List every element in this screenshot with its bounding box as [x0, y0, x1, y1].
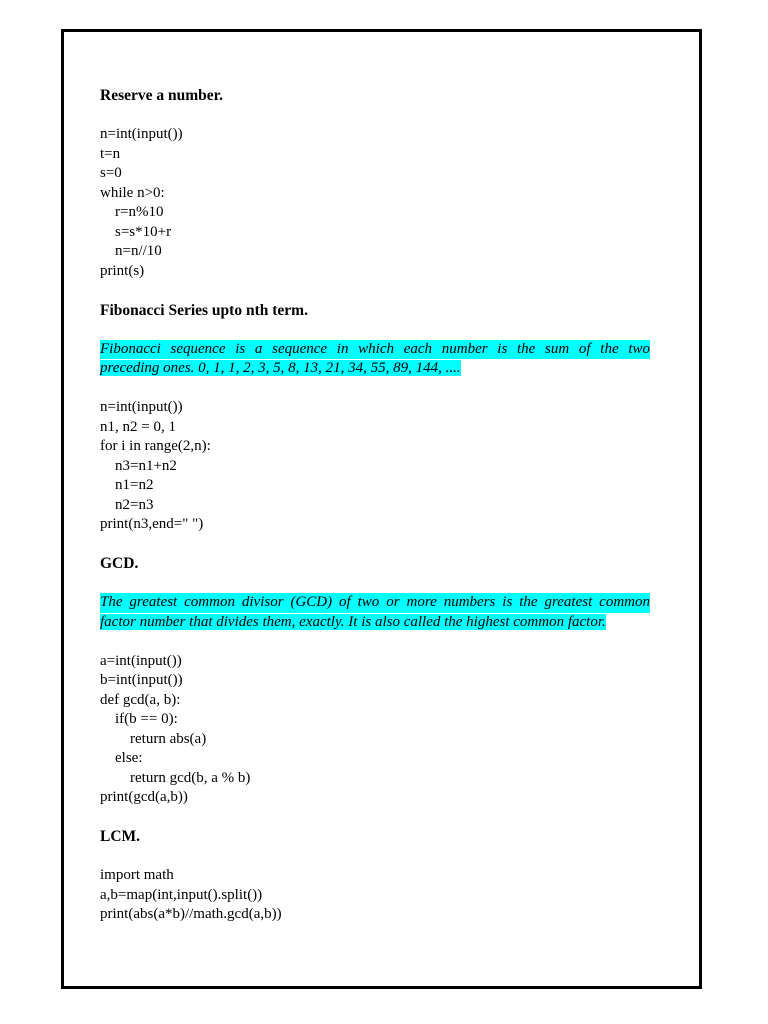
code-line: print(s) — [100, 262, 145, 279]
highlighted-text-line — [100, 593, 650, 613]
code-line: import math — [100, 867, 174, 883]
code-line: def gcd(a, b): — [100, 691, 181, 708]
spacer — [100, 632, 650, 652]
code-line: return gcd(b, a % b) — [100, 769, 251, 786]
code-block-lcm — [100, 866, 650, 925]
code-line: r=n%10 — [100, 204, 164, 220]
highlighted-text-line — [100, 613, 650, 633]
code-line: n3=n1+n2 — [100, 457, 177, 474]
code-line: while n>0: — [100, 184, 165, 201]
section-heading-lcm: LCM. — [100, 828, 141, 845]
code-line: else: — [100, 750, 143, 766]
code-line: s=0 — [100, 165, 122, 181]
fibonacci-description — [100, 340, 650, 379]
section-heading-reverse-number: Reserve a number. — [100, 87, 223, 104]
section-heading-fibonacci: Fibonacci Series upto nth term. — [100, 301, 308, 319]
code-line: n=int(input()) — [100, 399, 183, 415]
document-content — [100, 86, 650, 925]
code-line: n1=n2 — [100, 477, 154, 493]
spacer — [100, 320, 650, 340]
spacer — [100, 574, 650, 594]
code-line: print(gcd(a,b)) — [100, 789, 188, 805]
code-line: n=n//10 — [100, 243, 162, 259]
code-line: t=n — [100, 145, 121, 162]
highlighted-text-line — [100, 340, 650, 360]
code-block-gcd — [100, 652, 650, 808]
code-block-fibonacci — [100, 398, 650, 535]
spacer — [100, 379, 650, 399]
section-heading-gcd: GCD. — [100, 555, 139, 572]
code-line: if(b == 0): — [100, 711, 178, 727]
code-line: a,b=map(int,input().split()) — [100, 886, 263, 903]
spacer — [100, 106, 650, 126]
code-line: a=int(input()) — [100, 652, 182, 669]
code-line: print(n3,end=" ") — [100, 516, 204, 532]
code-line: s=s*10+r — [100, 223, 172, 240]
spacer — [100, 847, 650, 867]
highlighted-text-line — [100, 359, 650, 379]
spacer — [100, 281, 650, 301]
spacer — [100, 808, 650, 828]
highlight-text: preceding ones. 0, 1, 1, 2, 3, 5, 8, 13, 21, 34, 55, 89, 144, .... — [100, 360, 461, 376]
highlight-text: factor number that divides them, exactly. It is also called the highest common factor. — [100, 613, 606, 630]
code-line: print(abs(a*b)//math.gcd(a,b)) — [100, 906, 282, 922]
code-block-reverse-number — [100, 125, 650, 281]
spacer — [100, 535, 650, 555]
code-line: n1, n2 = 0, 1 — [100, 418, 176, 435]
highlight-text: The greatest common divisor (GCD) of two or more numbers is the greatest common — [100, 593, 650, 613]
code-line: n=int(input()) — [100, 126, 183, 142]
highlight-text: Fibonacci sequence is a sequence in which each number is the sum of the two — [100, 340, 650, 360]
code-line: b=int(input()) — [100, 672, 183, 688]
code-line: for i in range(2,n): — [100, 438, 211, 454]
gcd-description — [100, 593, 650, 632]
code-line: return abs(a) — [100, 730, 207, 747]
code-line: n2=n3 — [100, 496, 154, 513]
